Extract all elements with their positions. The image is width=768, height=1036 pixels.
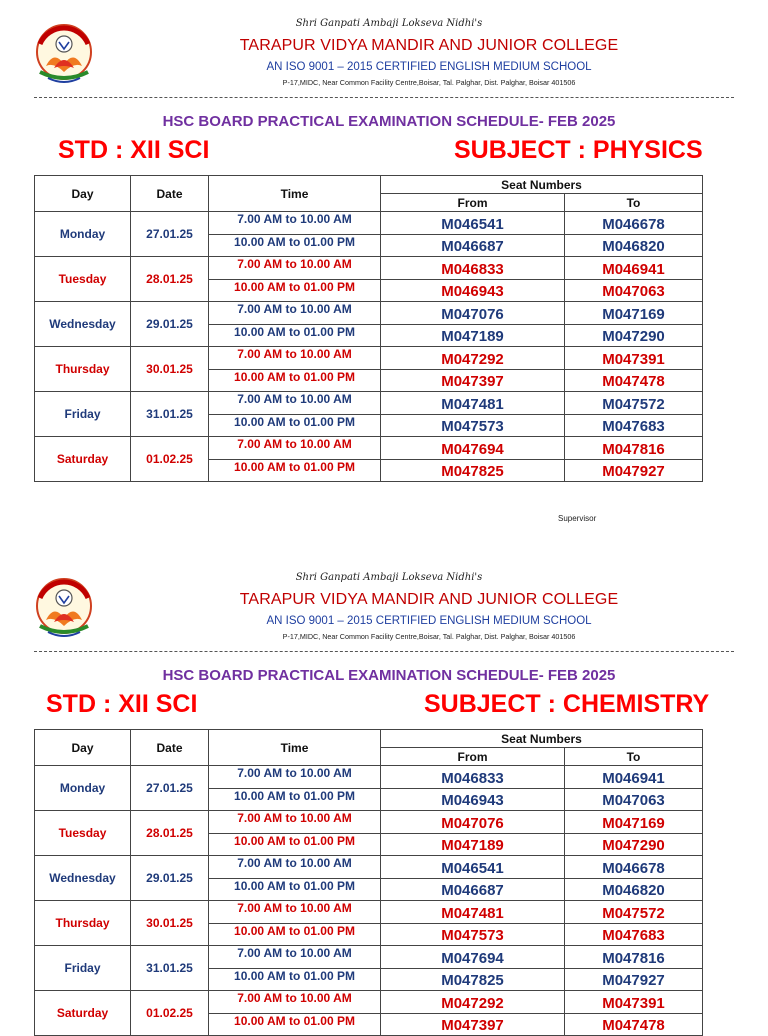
table-row [35, 257, 703, 280]
subject-label: SUBJECT : PHYSICS [454, 136, 703, 164]
schedule-heading: HSC BOARD PRACTICAL EXAMINATION SCHEDULE- FEB 2025 [162, 113, 616, 130]
time-cell: 10.00 AM to 01.00 PM [209, 279, 381, 302]
day-cell: Saturday [35, 991, 131, 1036]
date-cell: 28.01.25 [131, 257, 209, 302]
time-cell: 7.00 AM to 10.00 AM [209, 901, 381, 924]
seat-to-cell: M046820 [565, 878, 703, 901]
seat-to-cell: M047063 [565, 788, 703, 811]
seat-to-cell: M046678 [565, 856, 703, 879]
table-row [35, 347, 703, 370]
date-cell: 31.01.25 [131, 392, 209, 437]
column-header-to: To [565, 194, 703, 212]
date-cell: 01.02.25 [131, 437, 209, 482]
table-row [35, 302, 703, 325]
seat-to-cell: M047391 [565, 347, 703, 370]
column-header-date: Date [131, 730, 209, 766]
time-cell: 10.00 AM to 01.00 PM [209, 414, 381, 437]
date-cell: 30.01.25 [131, 347, 209, 392]
std-label: STD : XII SCI [58, 136, 210, 164]
seat-from-cell: M047189 [381, 833, 565, 856]
column-header-to: To [565, 748, 703, 766]
seat-to-cell: M047683 [565, 414, 703, 437]
date-cell: 27.01.25 [131, 766, 209, 811]
column-header-from: From [381, 194, 565, 212]
time-cell: 10.00 AM to 01.00 PM [209, 833, 381, 856]
seat-to-cell: M047169 [565, 302, 703, 325]
seat-to-cell: M047927 [565, 459, 703, 482]
seat-from-cell: M047076 [381, 811, 565, 834]
seat-from-cell: M047825 [381, 459, 565, 482]
subject-label: SUBJECT : CHEMISTRY [424, 690, 710, 718]
time-cell: 10.00 AM to 01.00 PM [209, 234, 381, 257]
seat-to-cell: M046678 [565, 212, 703, 235]
table-row [35, 212, 703, 235]
header-divider [34, 651, 734, 652]
table-row [35, 856, 703, 879]
seat-to-cell: M047572 [565, 901, 703, 924]
school-address: P-17,MIDC, Near Common Facility Centre,Boisar, Tal. Palghar, Dist. Palghar, Boisar 401506 [282, 78, 576, 87]
day-cell: Wednesday [35, 302, 131, 347]
table-row [35, 811, 703, 834]
column-header-day: Day [35, 176, 131, 212]
seat-from-cell: M046541 [381, 212, 565, 235]
schedule-heading: HSC BOARD PRACTICAL EXAMINATION SCHEDULE- FEB 2025 [162, 667, 616, 684]
seat-to-cell: M047816 [565, 437, 703, 460]
day-cell: Saturday [35, 437, 131, 482]
seat-from-cell: M047573 [381, 923, 565, 946]
time-cell: 7.00 AM to 10.00 AM [209, 212, 381, 235]
time-cell: 7.00 AM to 10.00 AM [209, 302, 381, 325]
date-cell: 28.01.25 [131, 811, 209, 856]
time-cell: 7.00 AM to 10.00 AM [209, 946, 381, 969]
date-cell: 01.02.25 [131, 991, 209, 1036]
column-header-seat-numbers: Seat Numbers [381, 730, 703, 748]
time-cell: 10.00 AM to 01.00 PM [209, 369, 381, 392]
school-address: P-17,MIDC, Near Common Facility Centre,Boisar, Tal. Palghar, Dist. Palghar, Boisar 401506 [282, 632, 576, 641]
seat-to-cell: M047816 [565, 946, 703, 969]
seat-from-cell: M047397 [381, 369, 565, 392]
seat-to-cell: M046941 [565, 257, 703, 280]
day-cell: Monday [35, 766, 131, 811]
time-cell: 7.00 AM to 10.00 AM [209, 766, 381, 789]
time-cell: 10.00 AM to 01.00 PM [209, 324, 381, 347]
day-cell: Friday [35, 392, 131, 437]
seat-to-cell: M047572 [565, 392, 703, 415]
seat-to-cell: M047478 [565, 1013, 703, 1036]
seat-from-cell: M047076 [381, 302, 565, 325]
std-label: STD : XII SCI [46, 690, 198, 718]
time-cell: 7.00 AM to 10.00 AM [209, 856, 381, 879]
seat-from-cell: M046541 [381, 856, 565, 879]
date-cell: 27.01.25 [131, 212, 209, 257]
table-row [35, 392, 703, 415]
day-cell: Friday [35, 946, 131, 991]
date-cell: 31.01.25 [131, 946, 209, 991]
seat-to-cell: M047683 [565, 923, 703, 946]
seat-from-cell: M046943 [381, 279, 565, 302]
iso-certification: AN ISO 9001 – 2015 CERTIFIED ENGLISH MEDIUM SCHOOL [266, 61, 592, 73]
day-cell: Thursday [35, 347, 131, 392]
seat-to-cell: M047290 [565, 324, 703, 347]
seat-to-cell: M047478 [565, 369, 703, 392]
table-row [35, 437, 703, 460]
day-cell: Wednesday [35, 856, 131, 901]
trust-name: Shri Ganpati Ambaji Lokseva Nidhi's [295, 18, 483, 29]
day-cell: Thursday [35, 901, 131, 946]
column-header-seat-numbers: Seat Numbers [381, 176, 703, 194]
school-header [0, 0, 768, 100]
time-cell: 7.00 AM to 10.00 AM [209, 392, 381, 415]
day-cell: Monday [35, 212, 131, 257]
time-cell: 7.00 AM to 10.00 AM [209, 347, 381, 370]
date-cell: 29.01.25 [131, 302, 209, 347]
supervisor-label: Supervisor [558, 514, 597, 523]
time-cell: 10.00 AM to 01.00 PM [209, 788, 381, 811]
time-cell: 7.00 AM to 10.00 AM [209, 257, 381, 280]
trust-name: Shri Ganpati Ambaji Lokseva Nidhi's [295, 572, 483, 583]
day-cell: Tuesday [35, 811, 131, 856]
schedule-table [34, 175, 703, 482]
time-cell: 7.00 AM to 10.00 AM [209, 811, 381, 834]
seat-to-cell: M047927 [565, 968, 703, 991]
schedule-table [34, 729, 703, 1036]
seat-from-cell: M047573 [381, 414, 565, 437]
table-row [35, 766, 703, 789]
seat-from-cell: M047189 [381, 324, 565, 347]
time-cell: 10.00 AM to 01.00 PM [209, 878, 381, 901]
seat-from-cell: M046833 [381, 257, 565, 280]
time-cell: 10.00 AM to 01.00 PM [209, 968, 381, 991]
seat-from-cell: M046687 [381, 234, 565, 257]
seat-from-cell: M047292 [381, 347, 565, 370]
seat-to-cell: M047169 [565, 811, 703, 834]
time-cell: 7.00 AM to 10.00 AM [209, 437, 381, 460]
column-header-time: Time [209, 730, 381, 766]
column-header-day: Day [35, 730, 131, 766]
seat-to-cell: M046941 [565, 766, 703, 789]
time-cell: 10.00 AM to 01.00 PM [209, 1013, 381, 1036]
day-cell: Tuesday [35, 257, 131, 302]
time-cell: 7.00 AM to 10.00 AM [209, 991, 381, 1014]
seat-to-cell: M047391 [565, 991, 703, 1014]
header-divider [34, 97, 734, 98]
seat-from-cell: M046943 [381, 788, 565, 811]
time-cell: 10.00 AM to 01.00 PM [209, 923, 381, 946]
seat-from-cell: M047481 [381, 392, 565, 415]
seat-from-cell: M047694 [381, 946, 565, 969]
seat-to-cell: M046820 [565, 234, 703, 257]
time-cell: 10.00 AM to 01.00 PM [209, 459, 381, 482]
seat-from-cell: M047694 [381, 437, 565, 460]
college-name: TARAPUR VIDYA MANDIR AND JUNIOR COLLEGE [239, 591, 619, 608]
date-cell: 29.01.25 [131, 856, 209, 901]
seat-from-cell: M046687 [381, 878, 565, 901]
college-name: TARAPUR VIDYA MANDIR AND JUNIOR COLLEGE [239, 37, 619, 54]
seat-from-cell: M047481 [381, 901, 565, 924]
seat-to-cell: M047290 [565, 833, 703, 856]
seat-from-cell: M047825 [381, 968, 565, 991]
school-header [0, 554, 768, 654]
table-row [35, 946, 703, 969]
table-row [35, 901, 703, 924]
seat-to-cell: M047063 [565, 279, 703, 302]
column-header-time: Time [209, 176, 381, 212]
date-cell: 30.01.25 [131, 901, 209, 946]
table-row [35, 991, 703, 1014]
seat-from-cell: M047292 [381, 991, 565, 1014]
column-header-from: From [381, 748, 565, 766]
column-header-date: Date [131, 176, 209, 212]
seat-from-cell: M046833 [381, 766, 565, 789]
iso-certification: AN ISO 9001 – 2015 CERTIFIED ENGLISH MEDIUM SCHOOL [266, 615, 592, 627]
seat-from-cell: M047397 [381, 1013, 565, 1036]
